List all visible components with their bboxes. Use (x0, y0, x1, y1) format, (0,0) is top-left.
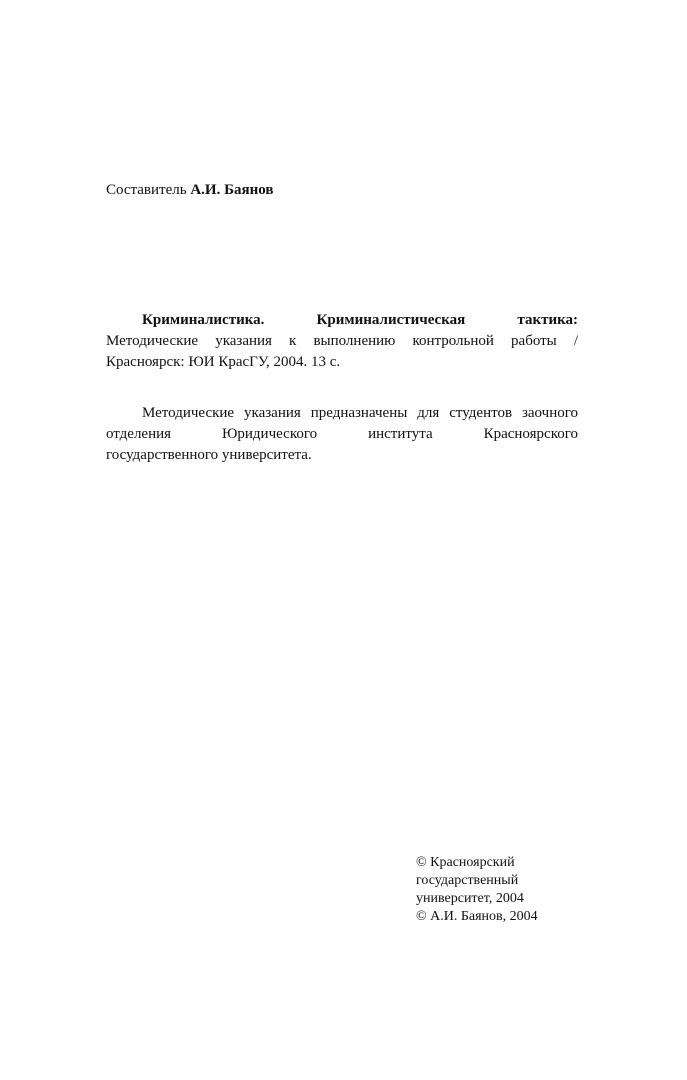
biblio-word: выполнению (313, 333, 396, 349)
biblio-title-line (106, 310, 578, 331)
biblio-line-2 (106, 331, 578, 352)
copyright-block (416, 854, 538, 926)
annotation-word: Методические (142, 405, 235, 421)
annotation-word: предназначены (310, 405, 408, 421)
annotation-word: указания (244, 405, 301, 421)
annotation-line-3: государственного университета. (106, 447, 312, 463)
annotation-word: студентов (449, 405, 513, 421)
biblio-word: / (573, 333, 579, 349)
compiler-name: А.И. Баянов (190, 182, 274, 198)
annotation-line-2 (106, 424, 578, 445)
annotation-word: для (417, 405, 440, 421)
copyright-line-2: государственный (416, 873, 519, 888)
compiler-credit (106, 180, 274, 200)
annotation-word: Юридического (221, 426, 318, 442)
copyright-line-3: университет, 2004 (416, 891, 524, 906)
biblio-line-3: Красноярск: ЮИ КрасГУ, 2004. 13 с. (106, 354, 341, 370)
annotation-word: заочного (521, 405, 578, 421)
biblio-title-part3: тактика: (517, 312, 579, 328)
biblio-word: Методические (106, 333, 199, 349)
copyright-line-4: © А.И. Баянов, 2004 (416, 909, 538, 924)
biblio-title-part1: Криминалистика. (142, 312, 265, 328)
annotation-word: Красноярского (483, 426, 579, 442)
biblio-word: указания (215, 333, 272, 349)
annotation-word: отделения (106, 426, 172, 442)
bibliographic-description (106, 310, 578, 373)
biblio-word: работы (511, 333, 557, 349)
copyright-line-1: © Красноярский (416, 855, 515, 870)
biblio-word: к (289, 333, 297, 349)
biblio-word: контрольной (412, 333, 494, 349)
annotation-line-1 (106, 403, 578, 424)
biblio-title-part2: Криминалистическая (316, 312, 466, 328)
annotation-word: института (368, 426, 433, 442)
annotation-paragraph (106, 403, 578, 466)
compiler-prefix: Составитель (106, 182, 187, 198)
